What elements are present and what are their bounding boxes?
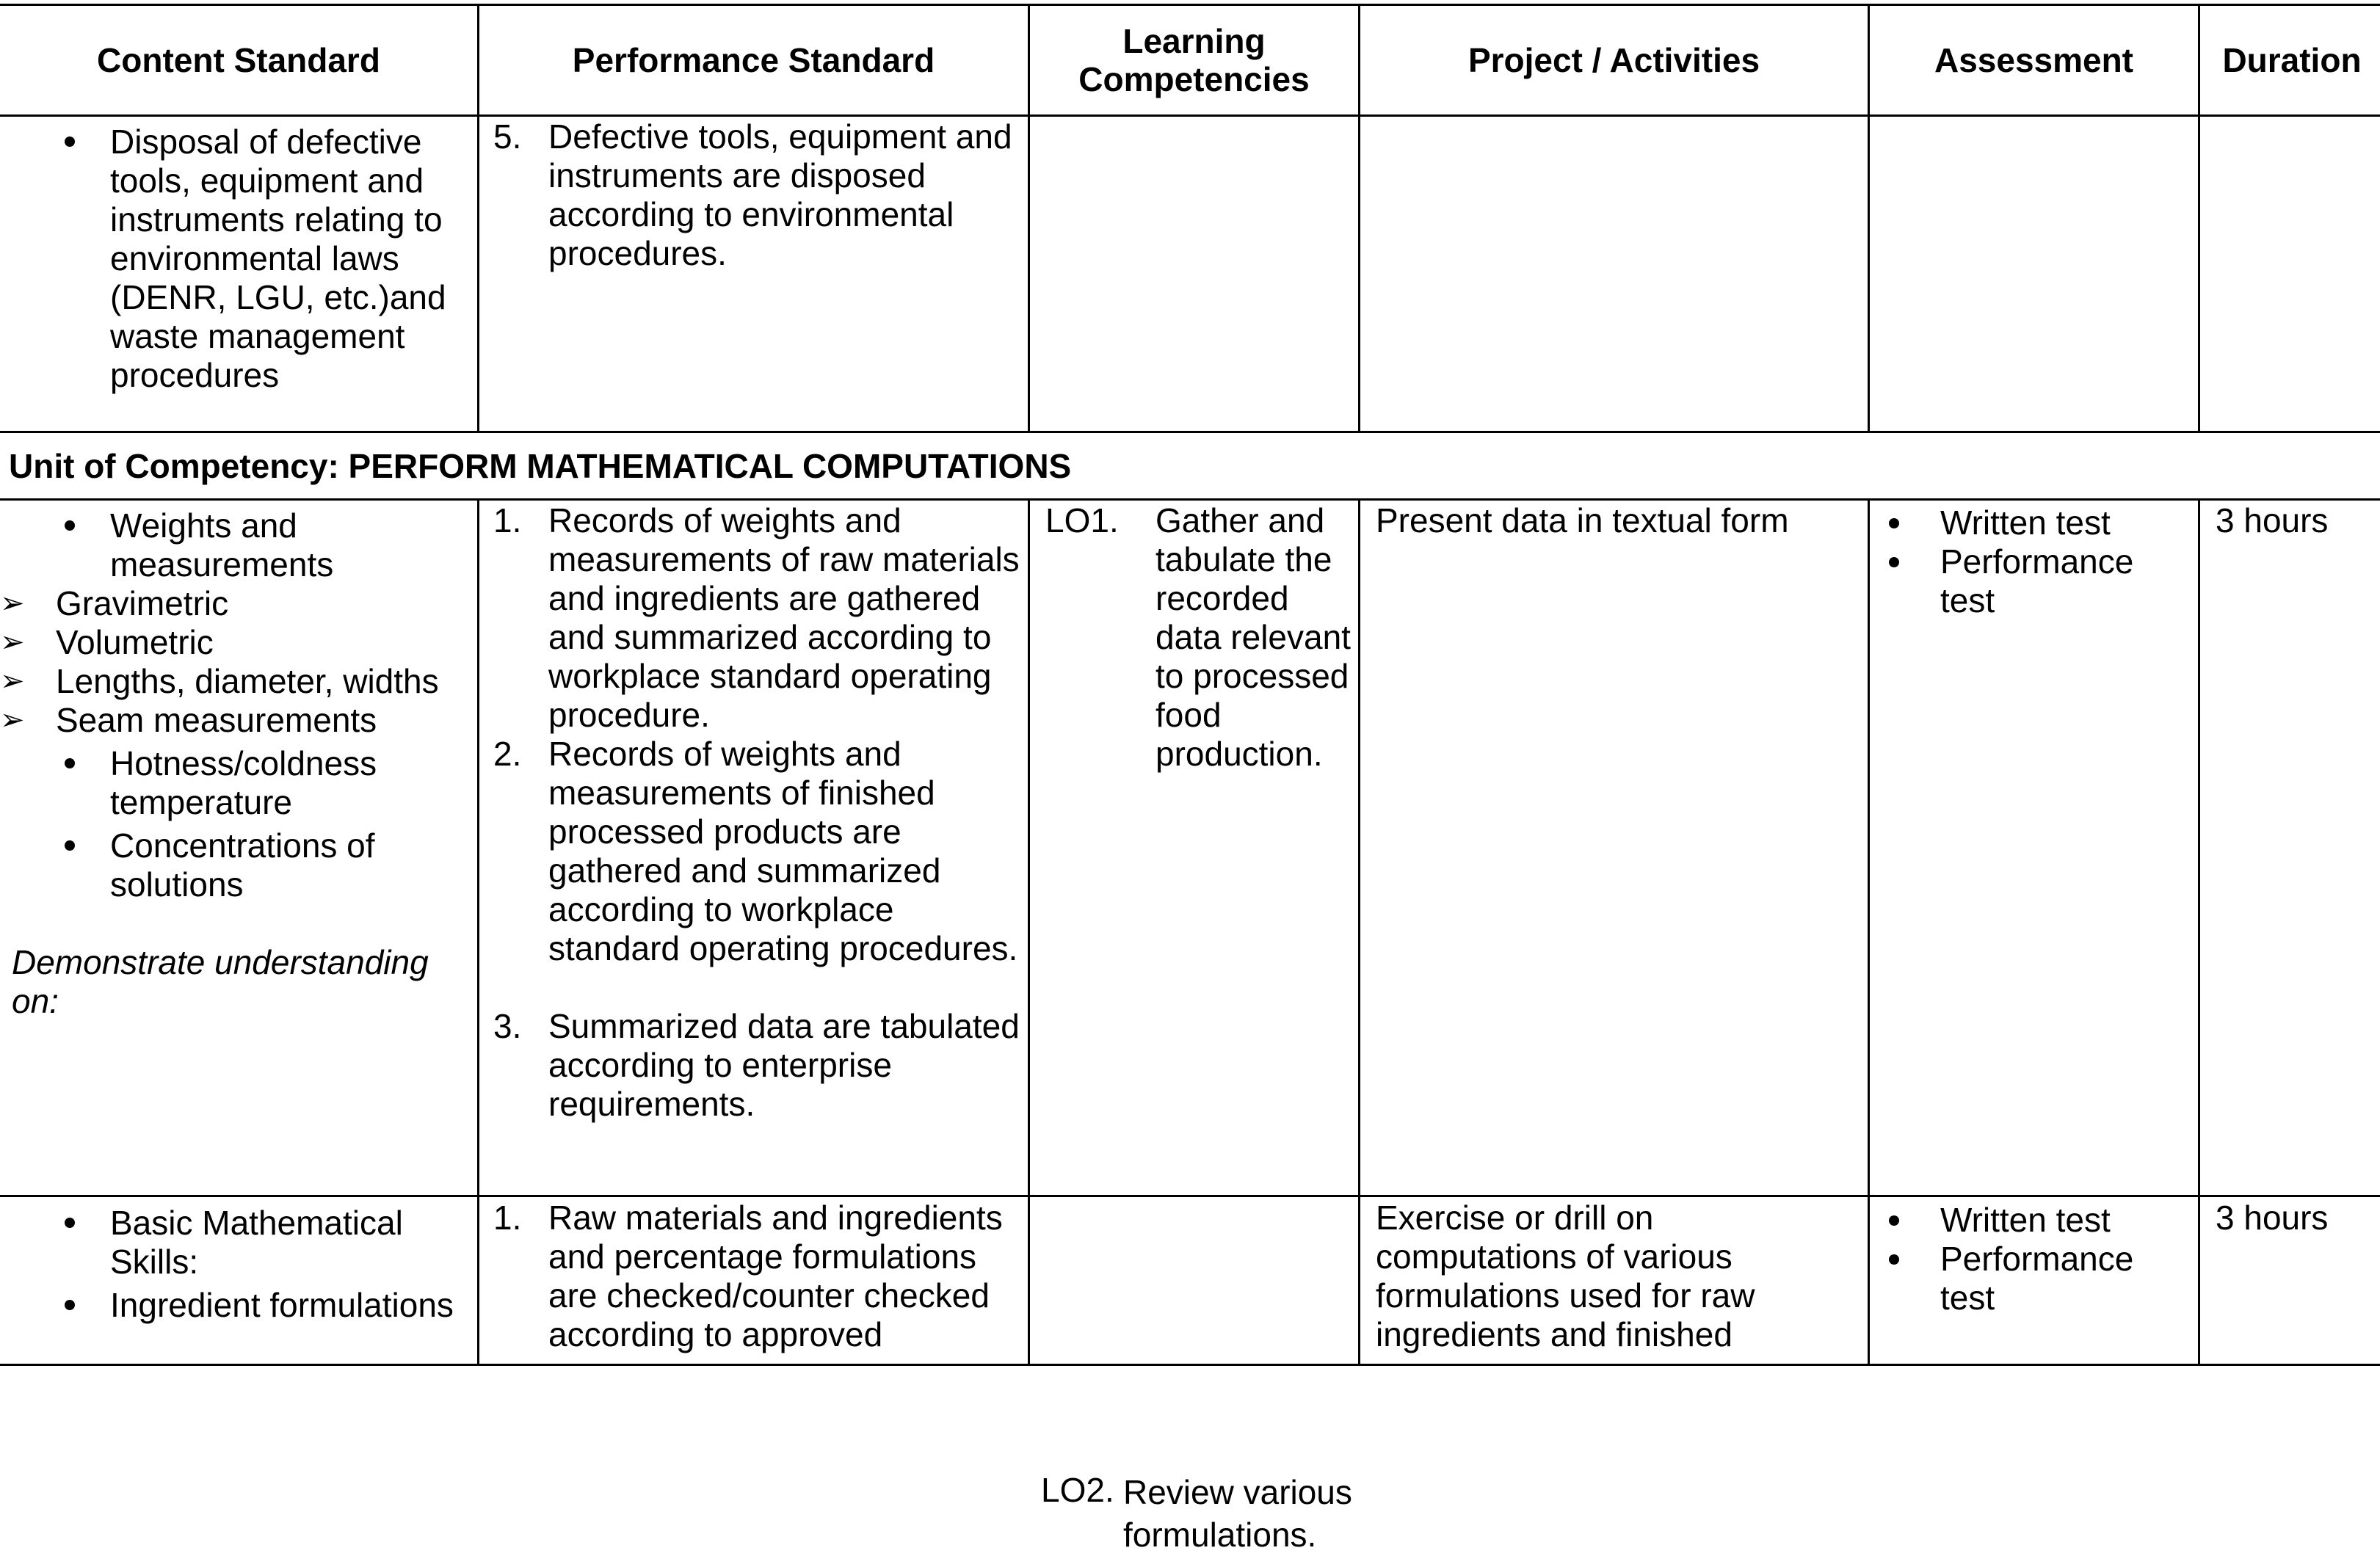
row1-content-standard — [0, 123, 462, 395]
header-content-standard: Content Standard — [97, 41, 380, 79]
column-divider — [477, 498, 479, 1366]
row3-assessment — [1870, 1201, 2193, 1317]
row2-performance-standard — [493, 501, 1022, 1124]
item-text: Records of weights and measurements of raw materials and ingredients are gathered and summarized according to workplace standard operating procedure. — [548, 501, 1020, 734]
item-text: Raw materials and ingredients and percentage formulations are checked/counter checked according to approved — [548, 1199, 1003, 1353]
item-number: 3. — [493, 1007, 522, 1045]
row1-performance-standard — [493, 117, 1018, 273]
numbered-item — [493, 1007, 1022, 1124]
numbered-item — [493, 117, 1018, 273]
column-divider — [2198, 498, 2200, 1366]
row2-learning-competency — [1045, 501, 1354, 774]
arrow-item: ➢ Volumetric — [0, 623, 470, 662]
bullet-item: Disposal of defective tools, equipment and instruments relating to environmental laws (DENR, LGU, etc.)and waste management procedures — [0, 123, 462, 395]
lo-text: Gather and tabulate the recorded data relevant to processed food production. — [1155, 501, 1351, 773]
bullet-item: Hotness/coldness temperature — [0, 744, 470, 822]
numbered-item — [493, 1199, 1022, 1354]
row1-bottom-line — [0, 431, 2380, 433]
demonstrate-understanding-text: Demonstrate understanding on: — [12, 943, 429, 1020]
bullet-item: Concentrations of solutions — [0, 826, 470, 904]
numbered-item — [493, 501, 1022, 735]
bullet-item: Performance test — [1870, 542, 2193, 620]
row2-project-activity: Present data in textual form — [1376, 501, 1789, 539]
measurement-sublist — [0, 584, 470, 740]
table-border-bottom — [0, 1364, 2380, 1366]
header-project-activities: Project / Activities — [1467, 41, 1760, 79]
bullet-item: Written test — [1870, 503, 2193, 542]
header-bottom-line — [0, 114, 2380, 117]
bullet-item — [0, 506, 470, 584]
arrow-item: ➢ Lengths, diameter, widths — [0, 662, 470, 701]
item-text: Weights and measurements — [110, 506, 334, 584]
arrow-item: ➢ Gravimetric — [0, 584, 470, 623]
row3-learning-competency — [1041, 1471, 1357, 1556]
row3-duration: 3 hours — [2216, 1199, 2329, 1237]
header-duration: Duration — [2222, 41, 2362, 79]
arrow-item: ➢ Seam measurements — [0, 701, 470, 740]
bullet-item: Performance test — [1870, 1240, 2193, 1317]
item-text: Records of weights and measurements of finished processed products are gathered and summarized according to workplace standard operating procedures. — [548, 735, 1018, 967]
column-divider — [1028, 498, 1030, 1366]
unit-heading-bottom-line — [0, 498, 2380, 501]
item-number: 2. — [493, 735, 522, 773]
item-text: Summarized data are tabulated according to enterprise requirements. — [548, 1007, 1020, 1123]
row3-content-standard — [0, 1204, 470, 1325]
row2-bottom-line — [0, 1195, 2380, 1197]
row3-performance-standard — [493, 1199, 1022, 1354]
bullet-item: Basic Mathematical Skills: — [0, 1204, 470, 1281]
column-divider — [1358, 498, 1360, 1366]
header-assessment: Assessment — [1934, 41, 2134, 79]
bullet-item: Ingredient formulations — [0, 1286, 470, 1325]
lo-text: Review various formulations. — [1123, 1473, 1352, 1554]
unit-of-competency-heading: Unit of Competency: PERFORM MATHEMATICAL COMPUTATIONS — [9, 447, 1072, 485]
row2-content-standard — [0, 506, 470, 1021]
item-number: 1. — [493, 1199, 522, 1237]
lo-code: LO1. — [1045, 501, 1119, 539]
item-number: 5. — [493, 117, 522, 156]
header-performance-standard: Performance Standard — [572, 41, 935, 79]
bullet-item: Written test — [1870, 1201, 2193, 1240]
numbered-item — [493, 735, 1022, 968]
item-text: Defective tools, equipment and instruments are disposed according to environmental procedures. — [548, 117, 1012, 272]
item-number: 1. — [493, 501, 522, 539]
row3-project-activity: Exercise or drill on computations of various formulations used for raw ingredients and finished — [1376, 1199, 1755, 1353]
row2-duration: 3 hours — [2216, 501, 2329, 539]
row2-assessment — [1870, 503, 2193, 620]
lo-code: LO2. — [1041, 1471, 1114, 1509]
header-learning-competencies: Learning Competencies — [1078, 22, 1310, 98]
